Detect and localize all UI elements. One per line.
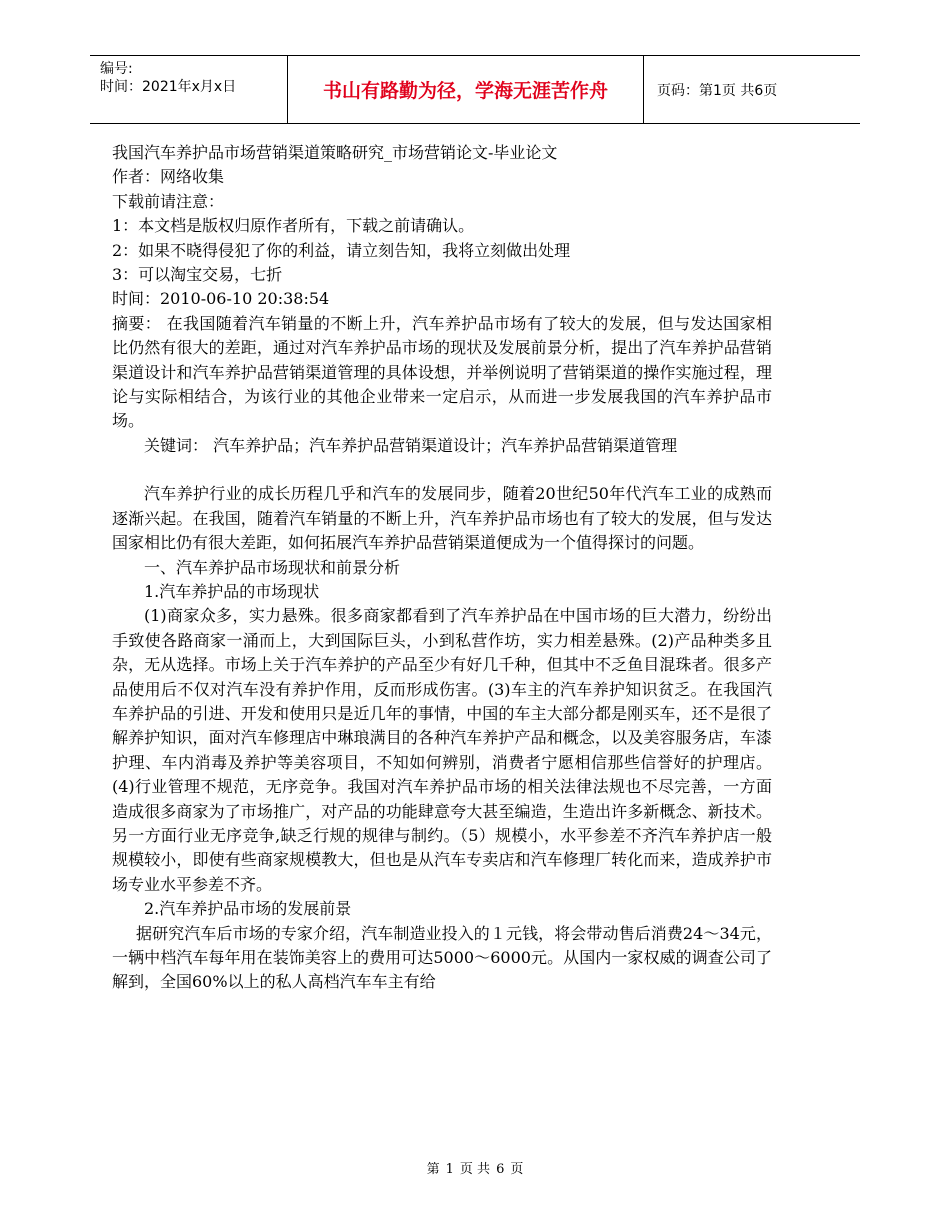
paragraph-spacer: [112, 458, 772, 482]
page-header: [90, 55, 860, 124]
article-title: 我国汽车养护品市场营销渠道策略研究_市场营销论文-毕业论文: [112, 143, 558, 162]
notice-title: 下载前请注意：: [112, 191, 225, 211]
footer-page-suffix: 页: [510, 1162, 524, 1177]
footer-page-prefix: 第: [426, 1162, 440, 1177]
footer-page-total: 6: [496, 1162, 505, 1177]
article-author: 作者：网络收集: [112, 167, 225, 187]
notice-item-2: 2：如果不晓得侵犯了你的利益，请立刻告知，我将立刻做出处理: [112, 240, 571, 260]
header-motto: 书山有路勤为径，学海无涯苦作舟: [287, 56, 644, 123]
section-heading-1: 一、汽车养护品市场现状和前景分析: [144, 557, 401, 577]
header-meta: [100, 60, 290, 96]
subsection-heading-1: 1.汽车养护品的市场现状: [144, 581, 320, 601]
article-time: 时间：2010-06-10 20:38:54: [112, 289, 330, 309]
document-number-label: 编号:: [100, 61, 133, 77]
document-time-label: 时间：2021年x月x日: [100, 79, 237, 95]
market-status-paragraph: (1)商家众多，实力悬殊。很多商家都看到了汽车养护品在中国市场的巨大潜力，纷纷出手致使各路商家一涌而上，大到国际巨头，小到私营作坊，实力相差悬殊。(2)产品种类多且杂，无从选择。市场上关于汽车养护的产品至少有好几千种，但其中不乏鱼目混珠者。很多产品使用后不仅对汽车没有养护作用，反而形成伤害。(3)车主的汽车养护知识贫乏。在我国汽车养护品的引进、开发和使用只是近几年的事情，中国的车主大部分都是刚买车，还不是很了解养护知识，面对汽车修理店中琳琅满目的各种汽车养护产品和概念，以及美容服务店，车漆护理、车内消毒及养护等美容项目，不知如何辨别，消费者宁愿相信那些信誉好的护理店。(4)行业管理不规范，无序竞争。我国对汽车养护品市场的相关法律法规也不尽完善，一方面造成很多商家为了市场推广，对产品的功能肆意夸大甚至编造，生造出许多新概念、新技术。另一方面行业无序竞争,缺乏行规的规律与制约。（5）规模小，水平参差不齐汽车养护店一般规模较小，即使有些商家规模教大，但也是从汽车专卖店和汽车修理厂转化而来，造成养护市场专业水平参差不齐。: [112, 606, 772, 894]
header-page-info: 页码：第1页 共6页: [657, 82, 778, 99]
abstract: 摘要： 在我国随着汽车销量的不断上升，汽车养护品市场有了较大的发展，但与发达国家相比仍然有很大的差距，通过对汽车养护品市场的现状及发展前景分析，提出了汽车养护品营销渠道设计和汽车养护品营销渠道管理的具体设想，并举例说明了营销渠道的操作实施过程，理论与实际相结合，为该行业的其他企业带来一定启示，从而进一步发展我国的汽车养护品市场。: [112, 313, 772, 431]
intro-paragraph: 汽车养护行业的成长历程几乎和汽车的发展同步，随着20世纪50年代汽车工业的成熟而逐渐兴起。在我国，随着汽车销量的不断上升，汽车养护品市场也有了较大的发展，但与发达国家相比仍有很大差距，如何拓展汽车养护品营销渠道便成为一个值得探讨的问题。: [112, 484, 772, 553]
footer-page-number: 1: [445, 1162, 454, 1177]
keywords: 关键词： 汽车养护品；汽车养护品营销渠道设计；汽车养护品营销渠道管理: [144, 435, 678, 455]
notice-item-3: 3：可以淘宝交易，七折: [112, 265, 283, 285]
page-footer: [0, 1158, 950, 1177]
document-body: [112, 141, 772, 995]
footer-page-mid: 页 共: [459, 1162, 491, 1177]
subsection-heading-2: 2.汽车养护品市场的发展前景: [144, 899, 352, 919]
notice-item-1: 1：本文档是版权归原作者所有，下载之前请确认。: [112, 216, 475, 236]
market-prospect-paragraph: 据研究汽车后市场的专家介绍，汽车制造业投入的１元钱，将会带动售后消费24～34元，一辆中档汽车每年用在装饰美容上的费用可达5000～6000元。从国内一家权威的调查公司了解到，全国60%以上的私人高档汽车车主有给: [112, 923, 772, 992]
